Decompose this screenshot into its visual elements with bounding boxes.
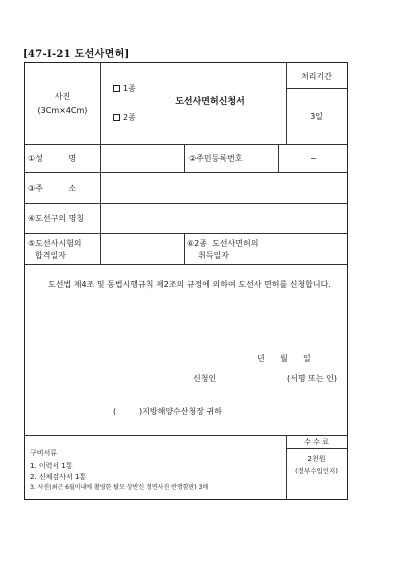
divider bbox=[184, 233, 185, 264]
address-label: ③주 소 bbox=[28, 184, 77, 193]
divider bbox=[184, 144, 185, 172]
class-option-1-label: 1종 bbox=[123, 84, 136, 93]
divider bbox=[286, 88, 347, 89]
name-field[interactable] bbox=[102, 147, 182, 169]
divider bbox=[25, 264, 347, 265]
pilotage-area-field[interactable] bbox=[102, 206, 342, 231]
divider bbox=[100, 63, 101, 264]
divider bbox=[25, 203, 347, 204]
processing-period-label: 처리기간 bbox=[301, 72, 332, 81]
checkbox-2종[interactable] bbox=[113, 114, 120, 121]
divider bbox=[25, 144, 347, 145]
fee-note: (정부수입인지) bbox=[295, 467, 338, 475]
resident-id-separator[interactable]: ~ bbox=[310, 154, 317, 163]
date-line: 년 월 일 bbox=[257, 354, 311, 363]
checkbox-1종[interactable] bbox=[113, 85, 120, 92]
divider bbox=[286, 448, 347, 449]
applicant-label: 신청인 bbox=[193, 374, 217, 383]
application-statement: 도선법 제4조 및 동법시행규칙 제2조의 규정에 의하여 도선사 면허를 신청합니다. bbox=[48, 280, 331, 289]
divider bbox=[25, 435, 347, 436]
address-field[interactable] bbox=[102, 175, 342, 200]
photo-label: 사진 bbox=[54, 92, 71, 101]
divider bbox=[25, 172, 347, 173]
document-code: [47-I-21 도선사면허] bbox=[23, 49, 130, 60]
exam-date-label-line2: 합격일자 bbox=[35, 251, 66, 260]
license-date-field[interactable] bbox=[275, 236, 343, 261]
exam-date-label-line1: ⑤도선사시험의 bbox=[28, 239, 82, 248]
recipient-line: ( )지방해양수산청장 귀하 bbox=[113, 407, 222, 416]
attachment-item: 3. 사진(최근 6월이내에 촬영한 탈모 상반신 정면사진 반명함판) 3매 bbox=[30, 484, 209, 491]
exam-date-field[interactable] bbox=[102, 236, 182, 261]
form-title: 도선사면허신청서 bbox=[175, 97, 245, 107]
attachment-item: 1. 이력서 1통 bbox=[30, 462, 73, 470]
photo-size: (3Cm×4Cm) bbox=[37, 106, 88, 115]
class-option-2[interactable] bbox=[113, 112, 136, 123]
attachments-title: 구비서류 bbox=[30, 449, 58, 457]
fee-label: 수 수 료 bbox=[304, 438, 329, 446]
attachment-item: 2. 신체검사서 1통 bbox=[30, 473, 87, 481]
divider bbox=[25, 233, 347, 234]
name-label: ①성 명 bbox=[28, 154, 77, 163]
license-date-label-line2: 취득일자 bbox=[198, 251, 229, 260]
license-application-form bbox=[24, 62, 348, 500]
fee-amount: 2천원 bbox=[307, 455, 326, 463]
processing-period-value: 3일 bbox=[310, 112, 323, 121]
class-option-1[interactable] bbox=[113, 83, 136, 94]
pilotage-area-label: ④도선구의 명칭 bbox=[28, 214, 85, 223]
divider bbox=[278, 144, 279, 172]
class-option-2-label: 2종 bbox=[123, 113, 136, 122]
resident-id-label: ②주민등록번호 bbox=[189, 154, 243, 163]
signature-note: (서명 또는 인) bbox=[287, 374, 337, 383]
license-date-label-line1: ⑥2종 도선사면허의 bbox=[187, 239, 259, 248]
